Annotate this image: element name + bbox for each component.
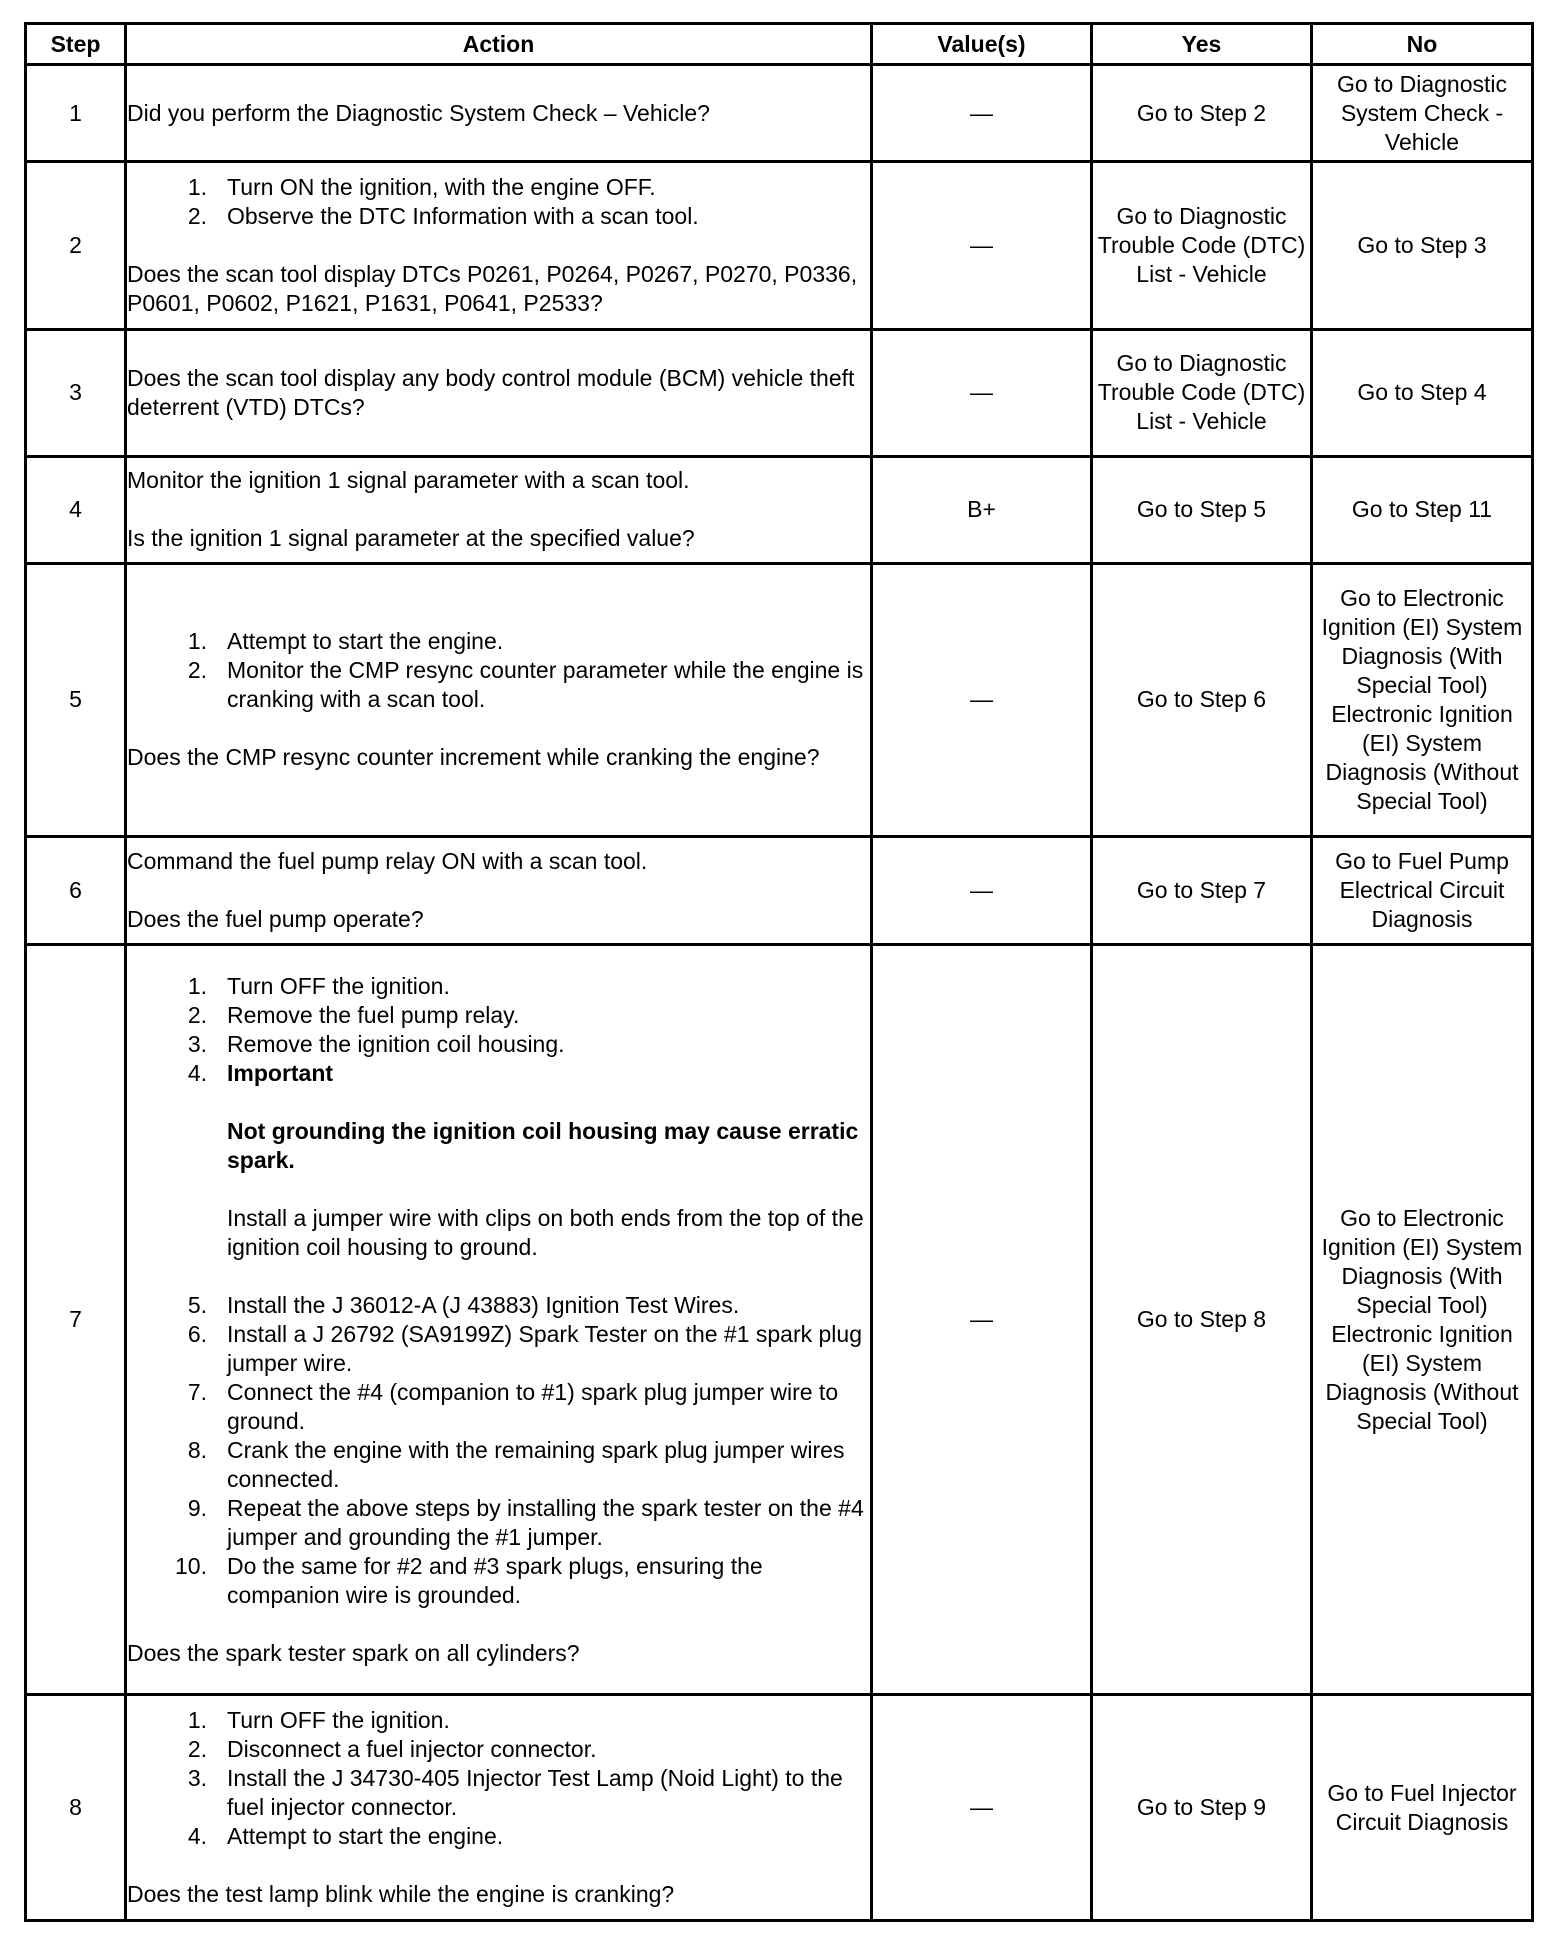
yes-link[interactable]: Go to Step 8 (1092, 944, 1312, 1695)
important-label: Important (227, 1059, 334, 1086)
instruction-list (127, 627, 870, 714)
value-cell: — (872, 564, 1092, 837)
header-no: No (1312, 24, 1533, 65)
table-row (26, 456, 1533, 563)
list-item: 9. Repeat the above steps by installing the spark tester on the #4 jumper and grounding the #1 jumper. (187, 1494, 864, 1550)
table-row (26, 564, 1533, 837)
list-item: 5. Install the J 36012-A (J 43883) Ignition Test Wires. (187, 1291, 740, 1318)
no-link[interactable]: Go to Fuel Pump Electrical Circuit Diagnosis (1312, 836, 1533, 944)
action-question: Does the scan tool display any body control module (BCM) vehicle theft deterrent (VTD) DTCs? (127, 364, 855, 420)
list-item: 8. Crank the engine with the remaining spark plug jumper wires connected. (187, 1436, 845, 1492)
list-item: 3. Remove the ignition coil housing. (187, 1030, 565, 1057)
instruction-list (127, 1291, 870, 1610)
list-item: 4. Important (187, 1059, 334, 1086)
step-number: 8 (26, 1695, 126, 1921)
action-question: Does the spark tester spark on all cylinders? (127, 1639, 580, 1666)
important-warning: Not grounding the ignition coil housing may cause erratic spark. (227, 1117, 859, 1173)
no-link[interactable]: Go to Step 3 (1312, 162, 1533, 329)
yes-link[interactable]: Go to Step 5 (1092, 456, 1312, 563)
step-number: 5 (26, 564, 126, 837)
list-item: 1. Turn OFF the ignition. (187, 1707, 450, 1734)
no-link[interactable]: Go to Diagnostic System Check - Vehicle (1312, 65, 1533, 162)
list-item: 7. Connect the #4 (companion to #1) spark plug jumper wire to ground. (187, 1378, 839, 1434)
table-row (26, 65, 1533, 162)
yes-link[interactable]: Go to Step 9 (1092, 1695, 1312, 1921)
action-cell (126, 944, 872, 1695)
no-link[interactable]: Go to Step 11 (1312, 456, 1533, 563)
value-cell: — (872, 944, 1092, 1695)
header-yes: Yes (1092, 24, 1312, 65)
yes-link[interactable]: Go to Step 6 (1092, 564, 1312, 837)
value-cell: — (872, 1695, 1092, 1921)
table-row (26, 1695, 1533, 1921)
list-item: 2. Disconnect a fuel injector connector. (187, 1736, 597, 1763)
action-question: Does the scan tool display DTCs P0261, P0264, P0267, P0270, P0336, P0601, P0602, P1621, P1631, P0641, P2533? (127, 260, 858, 316)
list-item: 1. Turn ON the ignition, with the engine OFF. (187, 173, 656, 200)
list-item: 1. Turn OFF the ignition. (187, 972, 450, 999)
step-number: 6 (26, 836, 126, 944)
no-link[interactable]: Go to Fuel Injector Circuit Diagnosis (1312, 1695, 1533, 1921)
value-cell: — (872, 836, 1092, 944)
list-item: 2. Monitor the CMP resync counter parameter while the engine is cranking with a scan tool. (187, 657, 864, 713)
action-cell (126, 65, 872, 162)
step-number: 3 (26, 329, 126, 456)
table-row (26, 836, 1533, 944)
header-row (26, 24, 1533, 65)
instruction-list (127, 1706, 870, 1851)
action-cell (126, 1695, 872, 1921)
action-cell (126, 162, 872, 329)
action-instruction: Monitor the ignition 1 signal parameter with a scan tool. (127, 467, 690, 494)
value-cell: — (872, 162, 1092, 329)
action-question: Did you perform the Diagnostic System Check – Vehicle? (127, 99, 710, 126)
list-item: 6. Install a J 26792 (SA9199Z) Spark Tester on the #1 spark plug jumper wire. (187, 1320, 863, 1376)
no-link[interactable]: Go to Step 4 (1312, 329, 1533, 456)
step-number: 4 (26, 456, 126, 563)
no-link[interactable]: Go to Electronic Ignition (EI) System Diagnosis (With Special Tool) Electronic Ignition (EI) System Diagnosis (Without Special Tool) (1312, 564, 1533, 837)
step-number: 1 (26, 65, 126, 162)
table-row (26, 944, 1533, 1695)
value-cell: — (872, 329, 1092, 456)
table-row (26, 329, 1533, 456)
value-cell: B+ (872, 456, 1092, 563)
list-item: 3. Install the J 34730-405 Injector Test Lamp (Noid Light) to the fuel injector connector. (187, 1765, 843, 1821)
action-cell (126, 456, 872, 563)
instruction-list (127, 972, 870, 1088)
list-item: 10. Do the same for #2 and #3 spark plugs, ensuring the companion wire is grounded. (175, 1552, 763, 1608)
action-cell (126, 564, 872, 837)
action-question: Does the test lamp blink while the engine is cranking? (127, 1881, 675, 1908)
action-cell (126, 329, 872, 456)
table-row (26, 162, 1533, 329)
action-question: Does the CMP resync counter increment while cranking the engine? (127, 744, 820, 771)
yes-link[interactable]: Go to Diagnostic Trouble Code (DTC) List - Vehicle (1092, 329, 1312, 456)
action-question: Is the ignition 1 signal parameter at the specified value? (127, 525, 695, 552)
header-step: Step (26, 24, 126, 65)
diagnostic-table (24, 22, 1534, 1922)
step-number: 7 (26, 944, 126, 1695)
action-cell (126, 836, 872, 944)
list-item: 2. Remove the fuel pump relay. (187, 1001, 520, 1028)
yes-link[interactable]: Go to Step 7 (1092, 836, 1312, 944)
value-cell: — (872, 65, 1092, 162)
yes-link[interactable]: Go to Diagnostic Trouble Code (DTC) List - Vehicle (1092, 162, 1312, 329)
list-item: 4. Attempt to start the engine. (187, 1823, 504, 1850)
no-link[interactable]: Go to Electronic Ignition (EI) System Diagnosis (With Special Tool) Electronic Ignition (EI) System Diagnosis (Without Special Tool) (1312, 944, 1533, 1695)
important-text: Install a jumper wire with clips on both ends from the top of the ignition coil housing to ground. (227, 1204, 864, 1260)
list-item: 2. Observe the DTC Information with a scan tool. (187, 202, 699, 229)
action-instruction: Command the fuel pump relay ON with a scan tool. (127, 847, 648, 874)
yes-link[interactable]: Go to Step 2 (1092, 65, 1312, 162)
list-item: 1. Attempt to start the engine. (187, 628, 504, 655)
header-values: Value(s) (872, 24, 1092, 65)
header-action: Action (126, 24, 872, 65)
instruction-list (127, 173, 870, 231)
step-number: 2 (26, 162, 126, 329)
action-question: Does the fuel pump operate? (127, 905, 424, 932)
